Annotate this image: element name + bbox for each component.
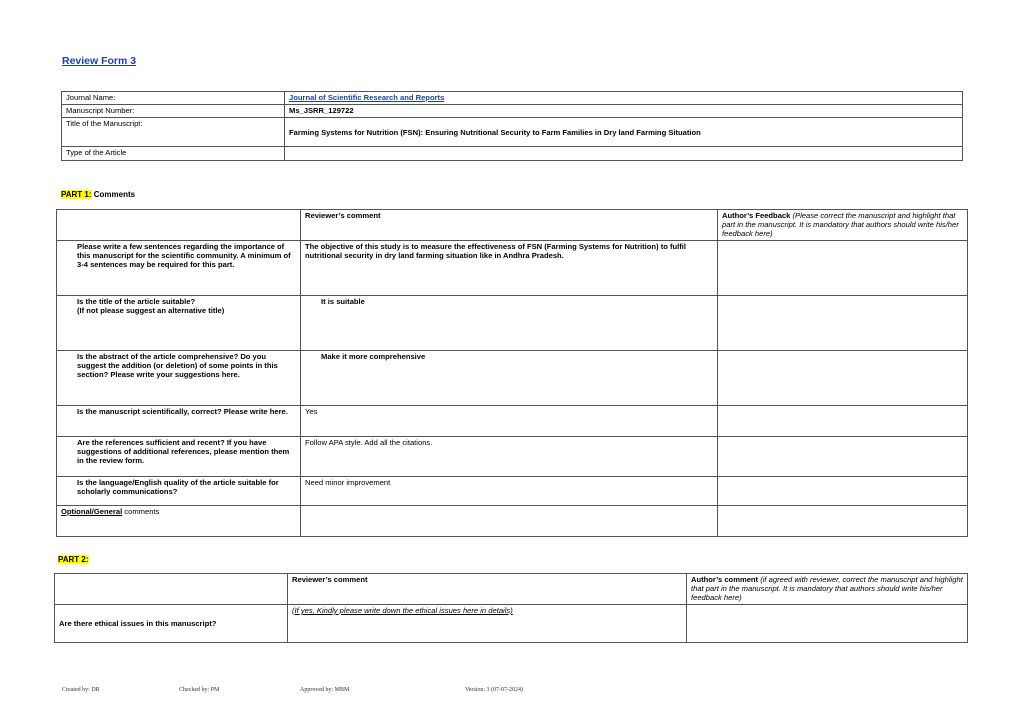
author-feedback-cell[interactable] [718,241,968,296]
manuscript-title: Farming Systems for Nutrition (FSN): Ensuring Nutritional Security to Farm Families in Dry land Farming Situation [285,118,963,147]
reviewer-comment[interactable]: It is suitable [301,296,718,351]
table-row [62,105,963,118]
footer-checked: Checked by: PM [179,687,220,693]
author-feedback-header [718,210,968,241]
question-cell: Is the abstract of the article comprehensive? Do you suggest the addition (or deletion) of some points in this section? Please write your suggestions here. [57,351,301,406]
optional-general-text: Optional/General [61,507,123,516]
author-feedback-cell[interactable] [718,351,968,406]
table-row [62,118,963,147]
ethics-comment-cell[interactable] [288,605,687,643]
part1-comments-table [56,209,968,537]
article-type-value [285,147,963,161]
question-cell: Is the manuscript scientifically, correct? Please write here. [57,406,301,437]
question-cell: Please write a few sentences regarding the importance of this manuscript for the scientific community. A minimum of 3-4 sentences may be required for this part. [57,241,301,296]
table-row [57,210,968,241]
reviewer-comment[interactable]: Yes [301,406,718,437]
author-feedback-cell[interactable] [718,477,968,506]
table-row [57,296,968,351]
question-cell: Is the title of the article suitable? (If not please suggest an alternative title) [57,296,301,351]
question-cell: Is the language/English quality of the article suitable for scholarly communications? [57,477,301,506]
journal-label: Journal Name: [62,92,285,105]
author-comment-header [687,574,968,605]
author-feedback-note: (Please correct the manuscript and highlight that part in the manuscript. It is mandatory that authors should write his/her feedback here) [722,211,959,238]
journal-name[interactable]: Journal of Scientific Research and Reports [289,93,445,102]
table-row [55,605,968,643]
manuscript-info-table [61,91,963,161]
author-feedback-cell[interactable] [718,406,968,437]
reviewer-comment[interactable]: Make it more comprehensive [301,351,718,406]
article-type-label: Type of the Article [62,147,285,161]
author-comment-cell[interactable] [687,605,968,643]
part2-heading [58,555,89,564]
part1-heading [61,190,135,199]
manuscript-number-label: Manuscript Number: [62,105,285,118]
reviewer-comment[interactable]: Need minor improvement [301,477,718,506]
footer-created: Created by: DR [62,687,100,693]
table-row [57,437,968,477]
author-feedback-cell[interactable] [718,437,968,477]
footer-approved: Approved by: MBM [300,687,350,693]
title-label: Title of the Manuscript: [62,118,285,147]
table-row [57,477,968,506]
ethics-comment-hint: (If yes, Kindly please write down the ethical issues here in details) [292,606,513,615]
table-row [62,147,963,161]
question-cell: Are the references sufficient and recent? If you have suggestions of additional references, please mention them in the review form. [57,437,301,477]
author-feedback-title: Author’s Feedback [722,211,791,220]
footer-version: Version: 3 (07-07-2024) [465,687,523,693]
author-comment-note: (if agreed with reviewer, correct the manuscript and highlight that part in the manuscript. It is mandatory that authors should write his/her feedback here) [691,575,963,602]
reviewer-comment-header: Reviewer’s comment [301,210,718,241]
optional-comment-cell[interactable] [301,506,718,537]
table-row [57,406,968,437]
header-blank [57,210,301,241]
optional-comments-label [57,506,301,537]
reviewer-comment[interactable]: Follow APA style. Add all the citations. [301,437,718,477]
table-row [55,574,968,605]
optional-comments-text: comments [122,507,160,516]
author-feedback-cell[interactable] [718,506,968,537]
form-title: Review Form 3 [62,55,137,67]
manuscript-number: Ms_JSRR_129722 [285,105,963,118]
author-comment-title: Author’s comment [691,575,759,584]
table-row [57,506,968,537]
part2-ethics-table [54,573,968,643]
reviewer-comment-header: Reviewer’s comment [288,574,687,605]
header-blank [55,574,288,605]
part1-label: PART 1: [61,190,92,199]
table-row [57,351,968,406]
author-feedback-cell[interactable] [718,296,968,351]
part1-subtitle: Comments [91,190,136,199]
table-row [62,92,963,105]
journal-link[interactable] [285,92,963,105]
part2-label: PART 2: [58,555,89,564]
ethics-question: Are there ethical issues in this manuscript? [55,605,288,643]
reviewer-comment[interactable]: The objective of this study is to measure the effectiveness of FSN (Farming Systems for Nutrition) to fulfil nutritional security in dry land farming situation like in Andhra Pradesh. [301,241,718,296]
table-row [57,241,968,296]
